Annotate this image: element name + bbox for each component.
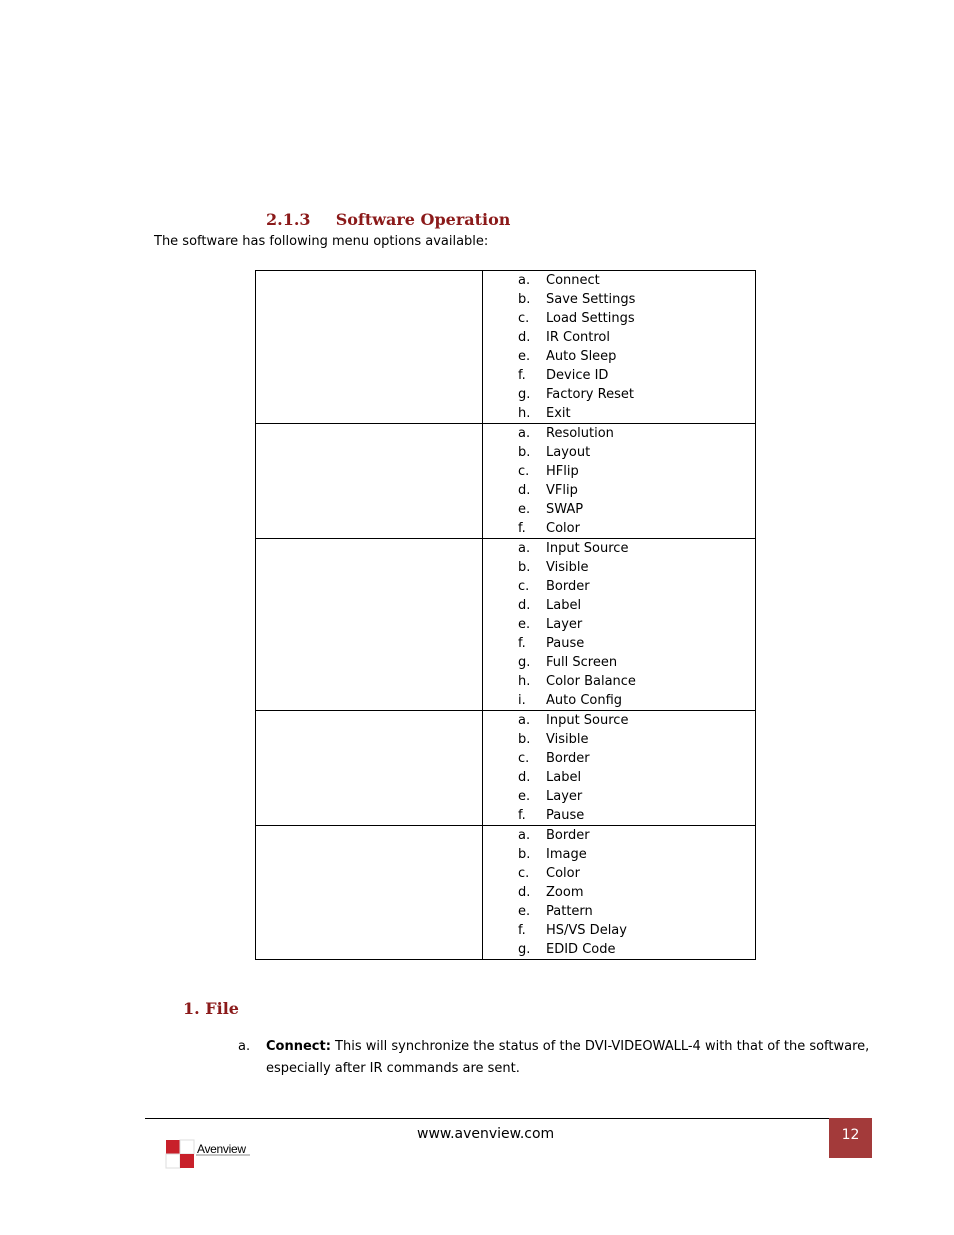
menu-item-label: HS/VS Delay (546, 923, 627, 938)
page-number-badge (829, 1118, 872, 1158)
menu-item-label: Zoom (546, 885, 584, 900)
menu-item (483, 864, 755, 883)
menu-item (483, 271, 755, 290)
menu-item (483, 826, 755, 845)
menu-item-letter: d. (518, 885, 531, 900)
menu-item-letter: f. (518, 808, 526, 823)
menu-item-letter: b. (518, 445, 531, 460)
menu-item-label: Pause (546, 808, 585, 823)
menu-item (483, 691, 755, 710)
menu-item (483, 539, 755, 558)
menu-item-label: Border (546, 828, 590, 843)
menu-item (483, 328, 755, 347)
menu-item (483, 653, 755, 672)
menu-item (483, 787, 755, 806)
menu-item-label: Load Settings (546, 311, 635, 326)
menu-item (483, 768, 755, 787)
menu-item-letter: a. (518, 541, 531, 556)
menu-item-label: Auto Config (546, 693, 623, 708)
menu-item (483, 730, 755, 749)
menu-item (483, 481, 755, 500)
menu-item-label: Resolution (546, 426, 614, 441)
menu-item (483, 558, 755, 577)
menu-item-letter: f. (518, 636, 526, 651)
menu-item-letter: e. (518, 904, 531, 919)
menu-item (483, 615, 755, 634)
menu-item (483, 940, 755, 959)
menu-item-label: Auto Sleep (546, 349, 617, 364)
section-title: Software Operation (335, 210, 511, 229)
menu-item (483, 462, 755, 481)
menu-item-letter: b. (518, 292, 531, 307)
menu-group-name-cell (256, 424, 483, 539)
menu-item-label: Full Screen (546, 655, 618, 670)
menu-item-letter: h. (518, 406, 531, 421)
file-item-text (266, 1039, 869, 1054)
menu-item (483, 443, 755, 462)
menu-item-letter: b. (518, 732, 531, 747)
menu-item-label: Connect (546, 273, 600, 288)
menu-item-label: Visible (546, 560, 589, 575)
menu-item-letter: a. (518, 273, 531, 288)
menu-item (483, 385, 755, 404)
menu-item (483, 672, 755, 691)
menu-item (483, 845, 755, 864)
menu-item-letter: e. (518, 617, 531, 632)
menu-group-name-cell (256, 539, 483, 711)
menu-item-label: Label (546, 598, 582, 613)
menu-group-items-cell (483, 826, 756, 960)
menu-item (483, 424, 755, 443)
menu-group-items-cell (483, 271, 756, 424)
menu-item (483, 634, 755, 653)
menu-item (483, 596, 755, 615)
menu-item-label: EDID Code (546, 942, 616, 957)
menu-group-name-cell (256, 826, 483, 960)
menu-item (483, 883, 755, 902)
menu-item-label: SWAP (546, 502, 584, 517)
menu-item-label: Color (546, 521, 580, 536)
menu-item-label: HFlip (546, 464, 579, 479)
menu-item-letter: f. (518, 521, 526, 536)
menu-group-row (256, 539, 756, 711)
menu-item-letter: g. (518, 387, 531, 402)
menu-item-label: Input Source (546, 541, 629, 556)
file-item-line1: This will synchronize the status of the DVI-VIDEOWALL-4 with that of the software, (330, 1039, 870, 1054)
menu-item (483, 290, 755, 309)
avenview-logo (162, 1138, 262, 1184)
menu-item-letter: d. (518, 483, 531, 498)
menu-item (483, 902, 755, 921)
menu-group-row (256, 711, 756, 826)
file-item-term: Connect: (266, 1039, 331, 1054)
menu-item-label: Pause (546, 636, 585, 651)
menu-item-letter: i. (518, 693, 526, 708)
menu-item-letter: c. (518, 311, 530, 326)
menu-item-letter: d. (518, 598, 531, 613)
menu-item-letter: g. (518, 655, 531, 670)
menu-group-name-cell (256, 271, 483, 424)
menu-item-label: Color (546, 866, 580, 881)
footer-divider (145, 1118, 829, 1119)
menu-item-letter: f. (518, 368, 526, 383)
menu-item-letter: e. (518, 349, 531, 364)
menu-item-label: VFlip (546, 483, 578, 498)
menu-item-letter: a. (518, 828, 531, 843)
menu-item (483, 404, 755, 423)
menu-item-letter: b. (518, 847, 531, 862)
page-number: 12 (841, 1127, 860, 1143)
menu-item (483, 500, 755, 519)
menu-item (483, 309, 755, 328)
menu-item-label: Layout (546, 445, 591, 460)
menu-options-table (255, 270, 756, 960)
menu-group-items-cell (483, 424, 756, 539)
file-item-letter: a. (238, 1039, 251, 1054)
menu-item-letter: c. (518, 464, 530, 479)
menu-item-label: Border (546, 751, 590, 766)
menu-group-items-cell (483, 711, 756, 826)
menu-item-label: Factory Reset (546, 387, 634, 402)
menu-item-label: Visible (546, 732, 589, 747)
footer-url: www.avenview.com (417, 1126, 555, 1142)
menu-item-letter: a. (518, 426, 531, 441)
menu-item-letter: e. (518, 502, 531, 517)
menu-item-label: Layer (546, 789, 583, 804)
menu-item-letter: a. (518, 713, 531, 728)
menu-item (483, 749, 755, 768)
menu-item-label: Exit (546, 406, 571, 421)
menu-item-letter: d. (518, 770, 531, 785)
menu-item (483, 921, 755, 940)
menu-item-letter: c. (518, 579, 530, 594)
file-heading: 1. File (183, 999, 239, 1018)
menu-item (483, 806, 755, 825)
menu-item-letter: g. (518, 942, 531, 957)
menu-item-label: Layer (546, 617, 583, 632)
logo-text: Avenview (197, 1142, 246, 1156)
menu-item-letter: h. (518, 674, 531, 689)
menu-item (483, 711, 755, 730)
menu-item (483, 366, 755, 385)
menu-item-label: Label (546, 770, 582, 785)
menu-group-row (256, 424, 756, 539)
menu-item-letter: d. (518, 330, 531, 345)
menu-item-letter: b. (518, 560, 531, 575)
menu-item-label: IR Control (546, 330, 610, 345)
menu-item (483, 577, 755, 596)
menu-group-row (256, 826, 756, 960)
menu-item-label: Device ID (546, 368, 609, 383)
file-item-line2: especially after IR commands are sent. (266, 1061, 520, 1076)
menu-group-items-cell (483, 539, 756, 711)
menu-item-label: Input Source (546, 713, 629, 728)
menu-item-label: Border (546, 579, 590, 594)
menu-item-letter: c. (518, 751, 530, 766)
menu-item-label: Save Settings (546, 292, 636, 307)
menu-item-letter: f. (518, 923, 526, 938)
menu-item-label: Image (546, 847, 587, 862)
menu-item (483, 347, 755, 366)
menu-group-row (256, 271, 756, 424)
menu-group-name-cell (256, 711, 483, 826)
section-number: 2.1.3 (266, 210, 311, 229)
section-heading (266, 210, 510, 229)
menu-item-label: Pattern (546, 904, 593, 919)
menu-item-label: Color Balance (546, 674, 636, 689)
menu-item-letter: c. (518, 866, 530, 881)
menu-item-letter: e. (518, 789, 531, 804)
menu-item (483, 519, 755, 538)
intro-text: The software has following menu options available: (154, 234, 489, 249)
